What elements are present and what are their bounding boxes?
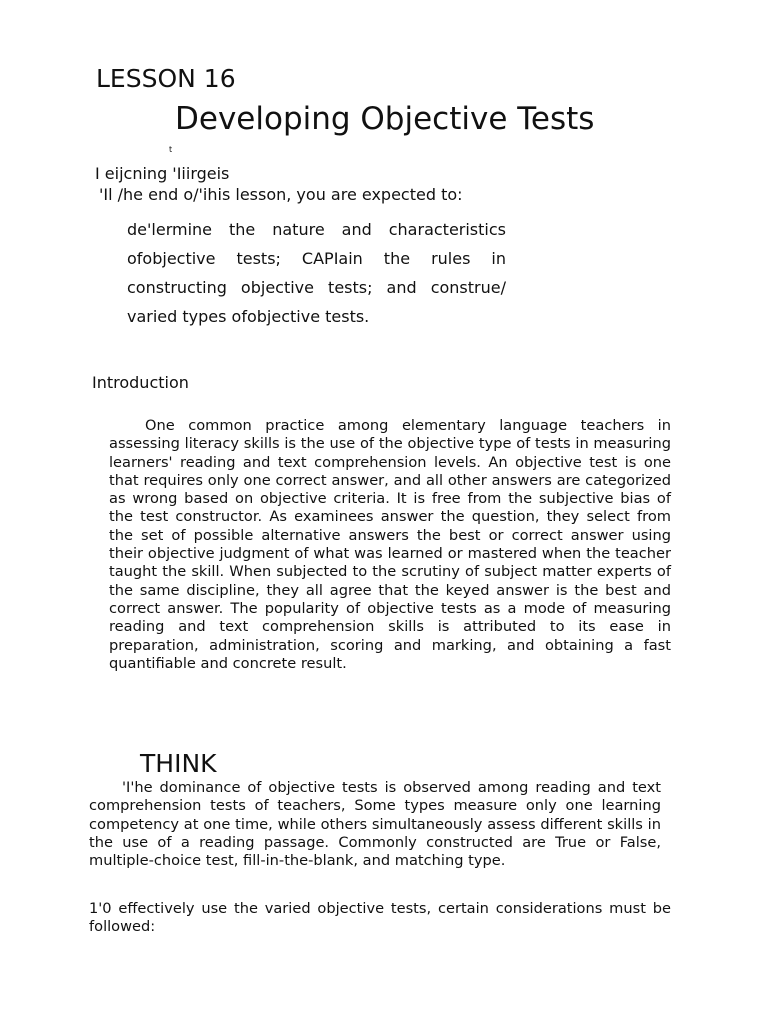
objectives-heading: I eijcning 'Iiirgeis [95, 164, 230, 183]
objectives-body: de'lermine the nature and characteristics ofobjective tests; CAPIain the rules in constructing objective tests; and construe/ varied types ofobjective tests. [127, 220, 506, 326]
think-heading: THINK [140, 749, 217, 778]
introduction-paragraph: One common practice among elementary language teachers in assessing literacy skills is the use of the objective type of tests in measuring learners' reading and text comprehension levels. An objective test is one that requires only one correct answer, and all other answers are categorized as wrong based on objective criteria. It is free from the subjective bias of the test constructor. As examinees answer the question, they select from the set of possible alternative answers the best or correct answer using their objective judgment of what was learned or mastered when the teacher taught the skill. When subjected to the scrutiny of subject matter experts of the same discipline, they all agree that the keyed answer is the best and correct answer. The popularity of objective tests as a mode of measuring reading and text comprehension skills is attributed to its ease in preparation, administration, scoring and marking, and obtaining a fast quantifiable and concrete result. [109, 417, 671, 672]
introduction-heading: Introduction [92, 373, 189, 392]
closing-paragraph: 1'0 effectively use the varied objective tests, certain considerations must be followed: [89, 900, 671, 936]
stray-mark: t [169, 145, 173, 154]
objectives-intro: 'Il /he end o/'ihis lesson, you are expected to: [99, 185, 463, 204]
lesson-number: LESSON 16 [96, 64, 236, 93]
lesson-title: Developing Objective Tests [175, 101, 595, 137]
think-paragraph: 'I'he dominance of objective tests is observed among reading and text comprehension tests of teachers, Some types measure only one learning competency at one time, while others simultaneously assess different skills in the use of a reading passage. Commonly constructed are True or False, multiple-choice test, fill-in-the-blank, and matching type. [89, 779, 661, 870]
